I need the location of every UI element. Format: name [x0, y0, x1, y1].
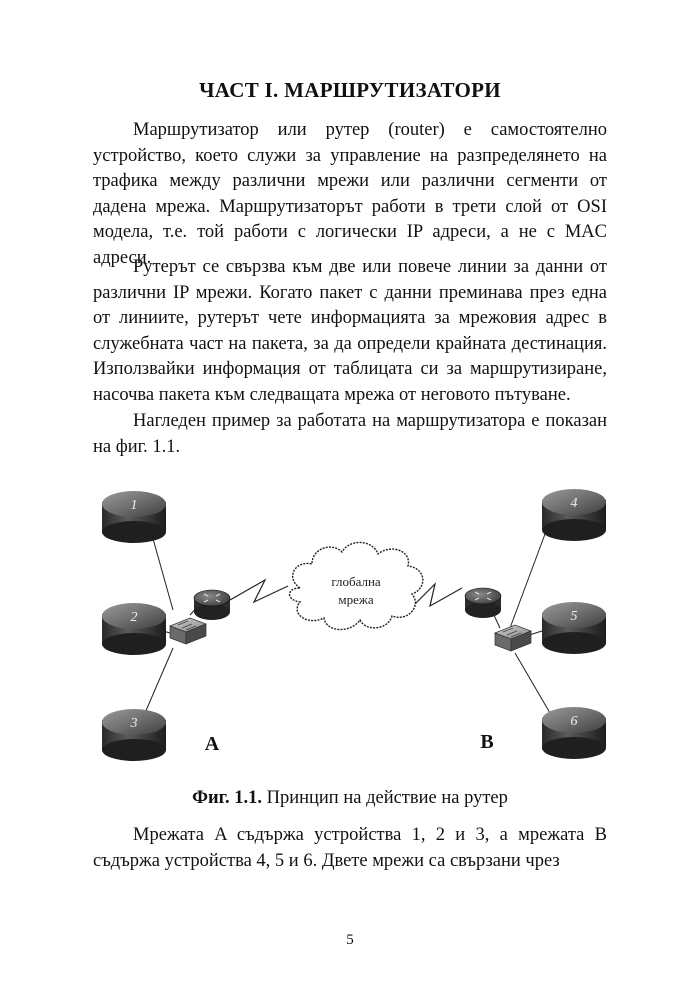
global-network-cloud	[290, 542, 423, 629]
paragraph-example-intro: Нагледен пример за работата на маршрутизатора е показан на фиг. 1.1.	[93, 411, 607, 457]
link-4-switch-b	[510, 526, 548, 628]
device-1-label: 1	[130, 498, 138, 513]
network-a-label: A	[204, 733, 220, 755]
wan-link-a	[230, 580, 288, 602]
switch-a	[170, 618, 206, 644]
device-6	[542, 707, 606, 759]
device-4	[542, 489, 606, 541]
paragraph-router-definition: Маршрутизатор или рутер (router) е самостоятелно устройство, което служи за управление на разпределянето на трафика между различни мрежи или различни сегменти от дадена мрежа. Маршрутизаторът работи в трети слой от OSI модела, т.е. той работи с логически IP адреси, а не с MAC адреси.	[93, 120, 607, 268]
chapter-title: ЧАСТ I. МАРШРУТИЗАТОРИ	[199, 78, 501, 102]
paragraph-networks-description: Мрежата A съдържа устройства 1, 2 и 3, а мрежата B съдържа устройства 4, 5 и 6. Двете мрежи са свързани чрез	[93, 825, 607, 871]
paragraph-router-operation: Рутерът се свързва към две или повече линии за данни от различни IP мрежи. Когато пакет с данни преминава през една от линиите, рутерът чете информацията за мрежовия адрес в служебната част на пакета, за да определи крайната дестинация. Използвайки информация от таблицата си за маршрутизиране, насочва пакета към следващата мрежа от неговото пътуване.	[93, 257, 607, 405]
figure-caption	[0, 788, 700, 809]
figure-caption-text: Принцип на действие на рутер	[261, 788, 508, 808]
link-6-switch-b	[515, 653, 550, 713]
device-5	[542, 602, 606, 654]
device-6-label: 6	[570, 714, 578, 729]
device-3	[102, 709, 166, 761]
device-2-label: 2	[130, 610, 138, 625]
page-number: 5	[346, 932, 354, 948]
router-a	[194, 590, 230, 620]
router-diagram	[90, 478, 620, 778]
switch-b	[495, 625, 531, 651]
router-b	[465, 588, 501, 618]
device-3-label: 3	[130, 716, 138, 731]
wan-link-b	[415, 584, 462, 606]
network-b-label: B	[480, 731, 494, 753]
cloud-label-line2: мрежа	[338, 592, 374, 607]
device-1	[102, 491, 166, 543]
link-3-switch-a	[145, 648, 173, 713]
figure-caption-label: Фиг. 1.1.	[192, 788, 262, 808]
device-2	[102, 603, 166, 655]
cloud-label-line1: глобална	[331, 574, 381, 589]
device-4-label: 4	[570, 496, 578, 511]
device-5-label: 5	[570, 609, 578, 624]
